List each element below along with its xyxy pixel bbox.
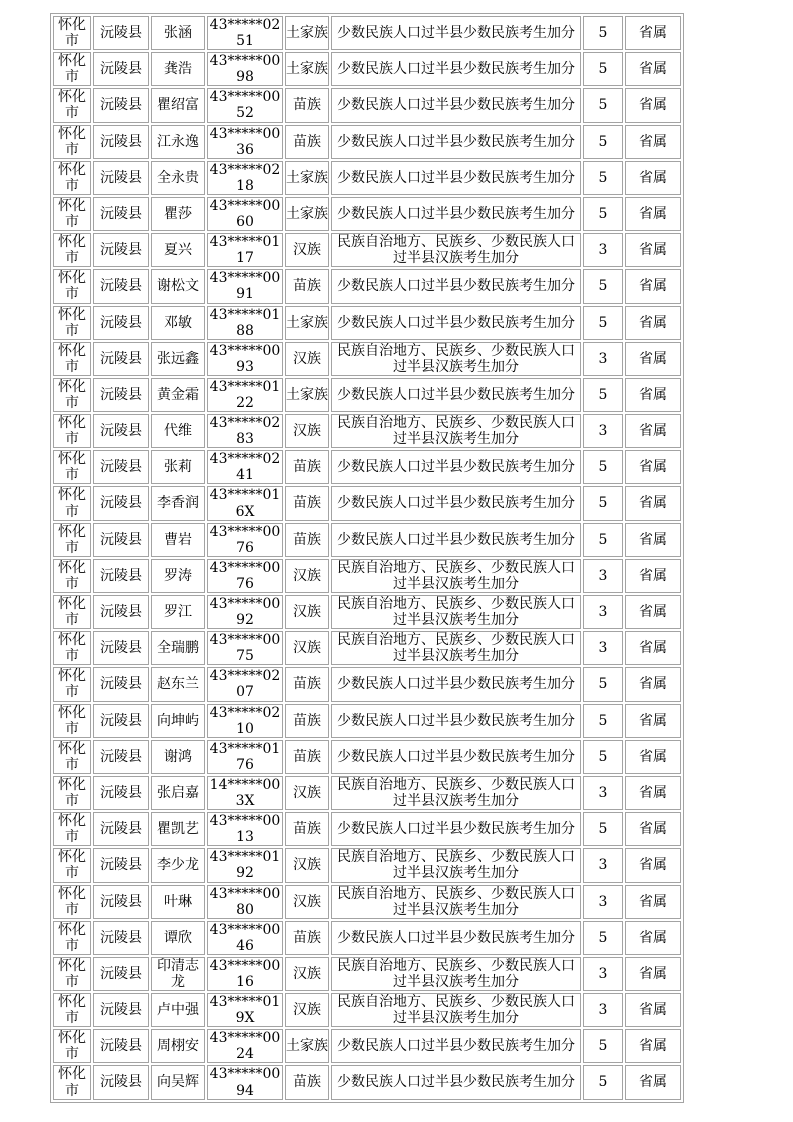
cell-points: 3 [583, 414, 623, 448]
cell-student-name: 罗涛 [151, 559, 205, 593]
cell-bonus-reason: 少数民族人口过半县少数民族考生加分 [331, 378, 581, 412]
cell-id-number: 43*****019X [207, 993, 283, 1027]
cell-ethnicity: 汉族 [285, 848, 329, 882]
cell-ethnicity: 苗族 [285, 704, 329, 738]
cell-student-name: 张涵 [151, 16, 205, 50]
cell-bonus-reason: 民族自治地方、民族乡、少数民族人口过半县汉族考生加分 [331, 414, 581, 448]
cell-city: 怀化市 [53, 631, 91, 665]
cell-affiliation: 省属 [625, 52, 681, 86]
cell-county: 沅陵县 [93, 704, 149, 738]
cell-ethnicity: 苗族 [285, 125, 329, 159]
cell-ethnicity: 土家族 [285, 52, 329, 86]
cell-city: 怀化市 [53, 16, 91, 50]
cell-affiliation: 省属 [625, 667, 681, 701]
table-row [53, 306, 681, 340]
cell-bonus-reason: 少数民族人口过半县少数民族考生加分 [331, 486, 581, 520]
cell-county: 沅陵县 [93, 161, 149, 195]
cell-bonus-reason: 民族自治地方、民族乡、少数民族人口过半县汉族考生加分 [331, 342, 581, 376]
cell-affiliation: 省属 [625, 342, 681, 376]
cell-id-number: 43*****0122 [207, 378, 283, 412]
cell-points: 5 [583, 486, 623, 520]
cell-city: 怀化市 [53, 450, 91, 484]
cell-county: 沅陵县 [93, 595, 149, 629]
cell-bonus-reason: 少数民族人口过半县少数民族考生加分 [331, 197, 581, 231]
table-row [53, 523, 681, 557]
cell-bonus-reason: 少数民族人口过半县少数民族考生加分 [331, 88, 581, 122]
cell-id-number: 43*****0092 [207, 595, 283, 629]
cell-ethnicity: 汉族 [285, 776, 329, 810]
cell-affiliation: 省属 [625, 486, 681, 520]
cell-points: 5 [583, 1029, 623, 1063]
cell-affiliation: 省属 [625, 1065, 681, 1099]
table-row [53, 993, 681, 1027]
cell-affiliation: 省属 [625, 306, 681, 340]
cell-county: 沅陵县 [93, 233, 149, 267]
table-row [53, 486, 681, 520]
cell-bonus-reason: 少数民族人口过半县少数民族考生加分 [331, 523, 581, 557]
cell-county: 沅陵县 [93, 88, 149, 122]
cell-student-name: 黄金霜 [151, 378, 205, 412]
cell-bonus-reason: 少数民族人口过半县少数民族考生加分 [331, 269, 581, 303]
table-row [53, 414, 681, 448]
cell-points: 3 [583, 776, 623, 810]
cell-points: 5 [583, 16, 623, 50]
cell-county: 沅陵县 [93, 885, 149, 919]
cell-affiliation: 省属 [625, 16, 681, 50]
cell-city: 怀化市 [53, 957, 91, 991]
cell-id-number: 43*****0052 [207, 88, 283, 122]
cell-points: 5 [583, 704, 623, 738]
cell-affiliation: 省属 [625, 269, 681, 303]
table-row [53, 16, 681, 50]
cell-city: 怀化市 [53, 1065, 91, 1099]
cell-ethnicity: 汉族 [285, 414, 329, 448]
cell-points: 5 [583, 52, 623, 86]
cell-student-name: 向吴辉 [151, 1065, 205, 1099]
cell-county: 沅陵县 [93, 523, 149, 557]
cell-city: 怀化市 [53, 559, 91, 593]
cell-ethnicity: 土家族 [285, 378, 329, 412]
cell-student-name: 李少龙 [151, 848, 205, 882]
cell-student-name: 瞿凯艺 [151, 812, 205, 846]
cell-ethnicity: 汉族 [285, 885, 329, 919]
cell-county: 沅陵县 [93, 306, 149, 340]
cell-points: 3 [583, 233, 623, 267]
cell-bonus-reason: 少数民族人口过半县少数民族考生加分 [331, 1029, 581, 1063]
cell-student-name: 全瑞鹏 [151, 631, 205, 665]
cell-city: 怀化市 [53, 125, 91, 159]
cell-id-number: 43*****0013 [207, 812, 283, 846]
cell-affiliation: 省属 [625, 704, 681, 738]
cell-affiliation: 省属 [625, 921, 681, 955]
cell-county: 沅陵县 [93, 776, 149, 810]
table-row [53, 161, 681, 195]
cell-student-name: 张莉 [151, 450, 205, 484]
cell-student-name: 周栩安 [151, 1029, 205, 1063]
cell-county: 沅陵县 [93, 450, 149, 484]
table-row [53, 957, 681, 991]
cell-county: 沅陵县 [93, 993, 149, 1027]
cell-city: 怀化市 [53, 52, 91, 86]
cell-student-name: 瞿莎 [151, 197, 205, 231]
cell-city: 怀化市 [53, 88, 91, 122]
cell-student-name: 曹岩 [151, 523, 205, 557]
cell-affiliation: 省属 [625, 993, 681, 1027]
cell-ethnicity: 苗族 [285, 812, 329, 846]
cell-points: 5 [583, 306, 623, 340]
cell-ethnicity: 土家族 [285, 161, 329, 195]
cell-bonus-reason: 民族自治地方、民族乡、少数民族人口过半县汉族考生加分 [331, 559, 581, 593]
cell-county: 沅陵县 [93, 486, 149, 520]
cell-city: 怀化市 [53, 921, 91, 955]
cell-ethnicity: 汉族 [285, 233, 329, 267]
cell-ethnicity: 汉族 [285, 595, 329, 629]
cell-id-number: 43*****0016 [207, 957, 283, 991]
table-row [53, 1029, 681, 1063]
cell-id-number: 43*****0188 [207, 306, 283, 340]
cell-county: 沅陵县 [93, 667, 149, 701]
cell-city: 怀化市 [53, 342, 91, 376]
cell-points: 5 [583, 269, 623, 303]
cell-student-name: 夏兴 [151, 233, 205, 267]
cell-points: 3 [583, 848, 623, 882]
cell-ethnicity: 汉族 [285, 559, 329, 593]
cell-points: 5 [583, 667, 623, 701]
cell-student-name: 瞿绍富 [151, 88, 205, 122]
cell-affiliation: 省属 [625, 740, 681, 774]
cell-affiliation: 省属 [625, 559, 681, 593]
cell-id-number: 43*****0192 [207, 848, 283, 882]
cell-city: 怀化市 [53, 848, 91, 882]
cell-points: 5 [583, 523, 623, 557]
table-row [53, 667, 681, 701]
cell-city: 怀化市 [53, 993, 91, 1027]
cell-ethnicity: 苗族 [285, 667, 329, 701]
cell-id-number: 43*****0046 [207, 921, 283, 955]
cell-points: 5 [583, 125, 623, 159]
cell-points: 3 [583, 631, 623, 665]
cell-id-number: 43*****0075 [207, 631, 283, 665]
table-row [53, 704, 681, 738]
cell-affiliation: 省属 [625, 414, 681, 448]
cell-affiliation: 省属 [625, 125, 681, 159]
table-row [53, 921, 681, 955]
cell-city: 怀化市 [53, 269, 91, 303]
cell-id-number: 43*****0098 [207, 52, 283, 86]
cell-points: 5 [583, 1065, 623, 1099]
cell-bonus-reason: 民族自治地方、民族乡、少数民族人口过半县汉族考生加分 [331, 595, 581, 629]
table-row [53, 269, 681, 303]
cell-city: 怀化市 [53, 740, 91, 774]
cell-ethnicity: 苗族 [285, 921, 329, 955]
cell-ethnicity: 苗族 [285, 486, 329, 520]
cell-bonus-reason: 少数民族人口过半县少数民族考生加分 [331, 306, 581, 340]
cell-ethnicity: 苗族 [285, 450, 329, 484]
cell-student-name: 李香润 [151, 486, 205, 520]
cell-city: 怀化市 [53, 414, 91, 448]
cell-id-number: 43*****0093 [207, 342, 283, 376]
cell-affiliation: 省属 [625, 378, 681, 412]
cell-ethnicity: 苗族 [285, 740, 329, 774]
cell-student-name: 龚浩 [151, 52, 205, 86]
cell-affiliation: 省属 [625, 957, 681, 991]
table-row [53, 233, 681, 267]
cell-points: 5 [583, 450, 623, 484]
cell-ethnicity: 汉族 [285, 342, 329, 376]
cell-bonus-reason: 民族自治地方、民族乡、少数民族人口过半县汉族考生加分 [331, 957, 581, 991]
cell-affiliation: 省属 [625, 631, 681, 665]
cell-county: 沅陵县 [93, 812, 149, 846]
cell-bonus-reason: 少数民族人口过半县少数民族考生加分 [331, 161, 581, 195]
cell-county: 沅陵县 [93, 342, 149, 376]
cell-affiliation: 省属 [625, 450, 681, 484]
cell-city: 怀化市 [53, 233, 91, 267]
cell-student-name: 谢松文 [151, 269, 205, 303]
cell-county: 沅陵县 [93, 378, 149, 412]
cell-points: 5 [583, 88, 623, 122]
cell-bonus-reason: 民族自治地方、民族乡、少数民族人口过半县汉族考生加分 [331, 631, 581, 665]
cell-points: 5 [583, 812, 623, 846]
cell-student-name: 印清志龙 [151, 957, 205, 991]
cell-county: 沅陵县 [93, 414, 149, 448]
cell-bonus-reason: 民族自治地方、民族乡、少数民族人口过半县汉族考生加分 [331, 233, 581, 267]
cell-city: 怀化市 [53, 486, 91, 520]
cell-bonus-reason: 民族自治地方、民族乡、少数民族人口过半县汉族考生加分 [331, 993, 581, 1027]
cell-city: 怀化市 [53, 595, 91, 629]
table-row [53, 885, 681, 919]
table-row [53, 740, 681, 774]
cell-ethnicity: 汉族 [285, 631, 329, 665]
cell-id-number: 43*****0080 [207, 885, 283, 919]
cell-city: 怀化市 [53, 776, 91, 810]
table-row [53, 776, 681, 810]
cell-id-number: 43*****0176 [207, 740, 283, 774]
cell-student-name: 卢中强 [151, 993, 205, 1027]
cell-county: 沅陵县 [93, 740, 149, 774]
cell-id-number: 43*****0060 [207, 197, 283, 231]
cell-city: 怀化市 [53, 885, 91, 919]
cell-city: 怀化市 [53, 161, 91, 195]
cell-points: 3 [583, 342, 623, 376]
cell-student-name: 邓敏 [151, 306, 205, 340]
cell-id-number: 43*****0036 [207, 125, 283, 159]
cell-bonus-reason: 少数民族人口过半县少数民族考生加分 [331, 921, 581, 955]
cell-ethnicity: 土家族 [285, 1029, 329, 1063]
bonus-points-table [50, 13, 684, 1103]
cell-student-name: 代维 [151, 414, 205, 448]
cell-city: 怀化市 [53, 306, 91, 340]
cell-points: 5 [583, 197, 623, 231]
cell-ethnicity: 苗族 [285, 269, 329, 303]
cell-county: 沅陵县 [93, 1029, 149, 1063]
cell-student-name: 谢鸿 [151, 740, 205, 774]
cell-student-name: 罗江 [151, 595, 205, 629]
cell-affiliation: 省属 [625, 1029, 681, 1063]
cell-bonus-reason: 少数民族人口过半县少数民族考生加分 [331, 125, 581, 159]
cell-points: 5 [583, 161, 623, 195]
cell-city: 怀化市 [53, 704, 91, 738]
cell-ethnicity: 苗族 [285, 523, 329, 557]
cell-ethnicity: 汉族 [285, 957, 329, 991]
cell-student-name: 赵东兰 [151, 667, 205, 701]
table-row [53, 559, 681, 593]
table-row [53, 342, 681, 376]
table-body [53, 16, 681, 1100]
cell-affiliation: 省属 [625, 197, 681, 231]
cell-student-name: 张启嘉 [151, 776, 205, 810]
cell-bonus-reason: 少数民族人口过半县少数民族考生加分 [331, 740, 581, 774]
table-row [53, 595, 681, 629]
cell-points: 5 [583, 740, 623, 774]
cell-affiliation: 省属 [625, 88, 681, 122]
cell-points: 3 [583, 957, 623, 991]
table-row [53, 812, 681, 846]
cell-affiliation: 省属 [625, 523, 681, 557]
cell-bonus-reason: 少数民族人口过半县少数民族考生加分 [331, 704, 581, 738]
cell-county: 沅陵县 [93, 16, 149, 50]
cell-city: 怀化市 [53, 197, 91, 231]
cell-points: 3 [583, 993, 623, 1027]
cell-ethnicity: 土家族 [285, 197, 329, 231]
cell-student-name: 全永贵 [151, 161, 205, 195]
cell-city: 怀化市 [53, 812, 91, 846]
table-row [53, 378, 681, 412]
cell-bonus-reason: 少数民族人口过半县少数民族考生加分 [331, 16, 581, 50]
cell-ethnicity: 汉族 [285, 993, 329, 1027]
table-row [53, 1065, 681, 1099]
cell-id-number: 43*****016X [207, 486, 283, 520]
cell-county: 沅陵县 [93, 52, 149, 86]
cell-id-number: 43*****0076 [207, 559, 283, 593]
table-row [53, 125, 681, 159]
cell-id-number: 43*****0091 [207, 269, 283, 303]
table-row [53, 631, 681, 665]
cell-ethnicity: 土家族 [285, 16, 329, 50]
cell-bonus-reason: 少数民族人口过半县少数民族考生加分 [331, 667, 581, 701]
cell-affiliation: 省属 [625, 233, 681, 267]
cell-bonus-reason: 少数民族人口过半县少数民族考生加分 [331, 1065, 581, 1099]
table-row [53, 197, 681, 231]
cell-id-number: 43*****0283 [207, 414, 283, 448]
cell-city: 怀化市 [53, 378, 91, 412]
cell-points: 3 [583, 595, 623, 629]
cell-student-name: 向坤屿 [151, 704, 205, 738]
cell-city: 怀化市 [53, 667, 91, 701]
table-row [53, 848, 681, 882]
cell-id-number: 14*****003X [207, 776, 283, 810]
cell-student-name: 谭欣 [151, 921, 205, 955]
cell-id-number: 43*****0251 [207, 16, 283, 50]
cell-points: 3 [583, 885, 623, 919]
cell-city: 怀化市 [53, 523, 91, 557]
cell-points: 5 [583, 921, 623, 955]
cell-bonus-reason: 民族自治地方、民族乡、少数民族人口过半县汉族考生加分 [331, 848, 581, 882]
cell-bonus-reason: 少数民族人口过半县少数民族考生加分 [331, 52, 581, 86]
table-row [53, 88, 681, 122]
cell-county: 沅陵县 [93, 197, 149, 231]
cell-bonus-reason: 民族自治地方、民族乡、少数民族人口过半县汉族考生加分 [331, 776, 581, 810]
cell-affiliation: 省属 [625, 885, 681, 919]
cell-id-number: 43*****0210 [207, 704, 283, 738]
cell-points: 3 [583, 559, 623, 593]
cell-bonus-reason: 少数民族人口过半县少数民族考生加分 [331, 812, 581, 846]
cell-county: 沅陵县 [93, 631, 149, 665]
cell-affiliation: 省属 [625, 812, 681, 846]
cell-ethnicity: 土家族 [285, 306, 329, 340]
cell-id-number: 43*****0241 [207, 450, 283, 484]
cell-county: 沅陵县 [93, 921, 149, 955]
cell-ethnicity: 苗族 [285, 88, 329, 122]
cell-id-number: 43*****0024 [207, 1029, 283, 1063]
cell-student-name: 江永逸 [151, 125, 205, 159]
cell-id-number: 43*****0218 [207, 161, 283, 195]
cell-id-number: 43*****0207 [207, 667, 283, 701]
cell-affiliation: 省属 [625, 595, 681, 629]
cell-id-number: 43*****0117 [207, 233, 283, 267]
cell-affiliation: 省属 [625, 161, 681, 195]
cell-affiliation: 省属 [625, 776, 681, 810]
cell-county: 沅陵县 [93, 1065, 149, 1099]
cell-county: 沅陵县 [93, 125, 149, 159]
cell-student-name: 叶琳 [151, 885, 205, 919]
cell-bonus-reason: 少数民族人口过半县少数民族考生加分 [331, 450, 581, 484]
table-row [53, 52, 681, 86]
cell-id-number: 43*****0094 [207, 1065, 283, 1099]
cell-affiliation: 省属 [625, 848, 681, 882]
cell-points: 5 [583, 378, 623, 412]
cell-ethnicity: 苗族 [285, 1065, 329, 1099]
cell-county: 沅陵县 [93, 269, 149, 303]
cell-county: 沅陵县 [93, 848, 149, 882]
cell-city: 怀化市 [53, 1029, 91, 1063]
table-row [53, 450, 681, 484]
cell-student-name: 张远鑫 [151, 342, 205, 376]
cell-id-number: 43*****0076 [207, 523, 283, 557]
cell-county: 沅陵县 [93, 559, 149, 593]
cell-county: 沅陵县 [93, 957, 149, 991]
cell-bonus-reason: 民族自治地方、民族乡、少数民族人口过半县汉族考生加分 [331, 885, 581, 919]
